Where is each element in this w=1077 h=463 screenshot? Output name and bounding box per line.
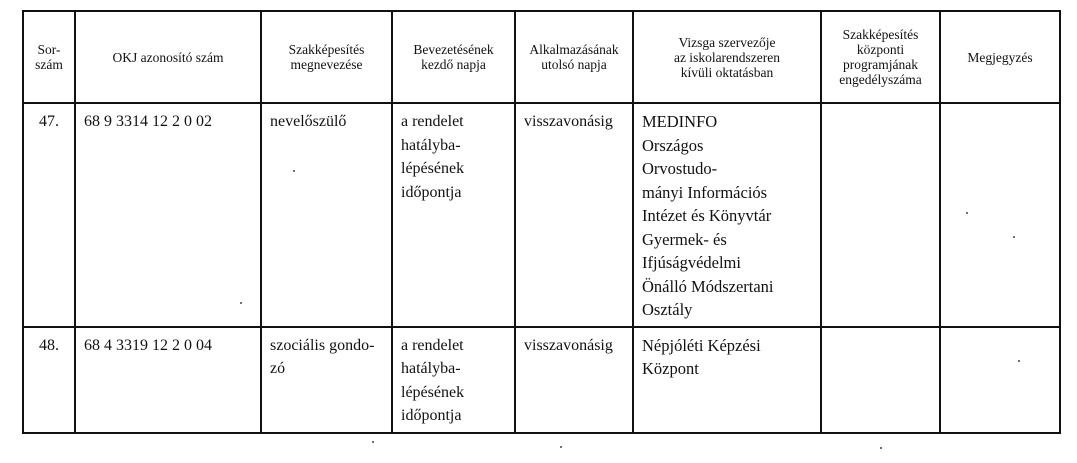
cell-sorszam: 47. — [23, 103, 75, 327]
cell-okj: 68 4 3319 12 2 0 04 — [75, 327, 261, 433]
cell-program — [821, 327, 940, 433]
header-alkalmazas: Alkalmazásának utolsó napja — [515, 11, 633, 103]
cell-okj: 68 9 3314 12 2 0 02 — [75, 103, 261, 327]
cell-megjegyzes — [940, 103, 1060, 327]
header-sorszam: Sor- szám — [23, 11, 75, 103]
cell-megnevezes: nevelőszülő — [261, 103, 392, 327]
cell-megjegyzes — [940, 327, 1060, 433]
cell-program — [821, 103, 940, 327]
scan-speck — [560, 446, 562, 448]
scan-speck — [293, 170, 295, 172]
qualification-table — [22, 10, 1061, 434]
table-row — [23, 327, 1060, 433]
cell-bevezetes: a rendelet hatályba- lépésének időpontja — [392, 103, 515, 327]
header-megjegyzes: Megjegyzés — [940, 11, 1060, 103]
header-szervezo: Vizsga szervezője az iskolarendszeren kívüli oktatásban — [633, 11, 821, 103]
cell-alkalmazas: visszavonásig — [515, 327, 633, 433]
cell-sorszam: 48. — [23, 327, 75, 433]
header-bevezetes: Bevezetésének kezdő napja — [392, 11, 515, 103]
scan-speck — [372, 441, 374, 443]
scan-speck — [966, 212, 968, 214]
cell-szervezo: MEDINFO Országos Orvostudo- mányi Információs Intézet és Könyvtár Gyermek- és Ifjúságvédelmi Önálló Módszertani Osztály — [633, 103, 821, 327]
cell-bevezetes: a rendelet hatályba- lépésének időpontja — [392, 327, 515, 433]
header-megnevezes: Szakképesítés megnevezése — [261, 11, 392, 103]
header-program: Szakképesítés központi programjának engedélyszáma — [821, 11, 940, 103]
header-okj: OKJ azonosító szám — [75, 11, 261, 103]
table-header-row — [23, 11, 1060, 103]
scan-speck — [1013, 236, 1015, 238]
cell-megnevezes: szociális gondo- zó — [261, 327, 392, 433]
table-row — [23, 103, 1060, 327]
scan-speck — [240, 302, 242, 304]
cell-alkalmazas: visszavonásig — [515, 103, 633, 327]
scan-speck — [880, 447, 882, 449]
cell-szervezo: Népjóléti Képzési Központ — [633, 327, 821, 433]
scan-speck — [1018, 360, 1020, 362]
